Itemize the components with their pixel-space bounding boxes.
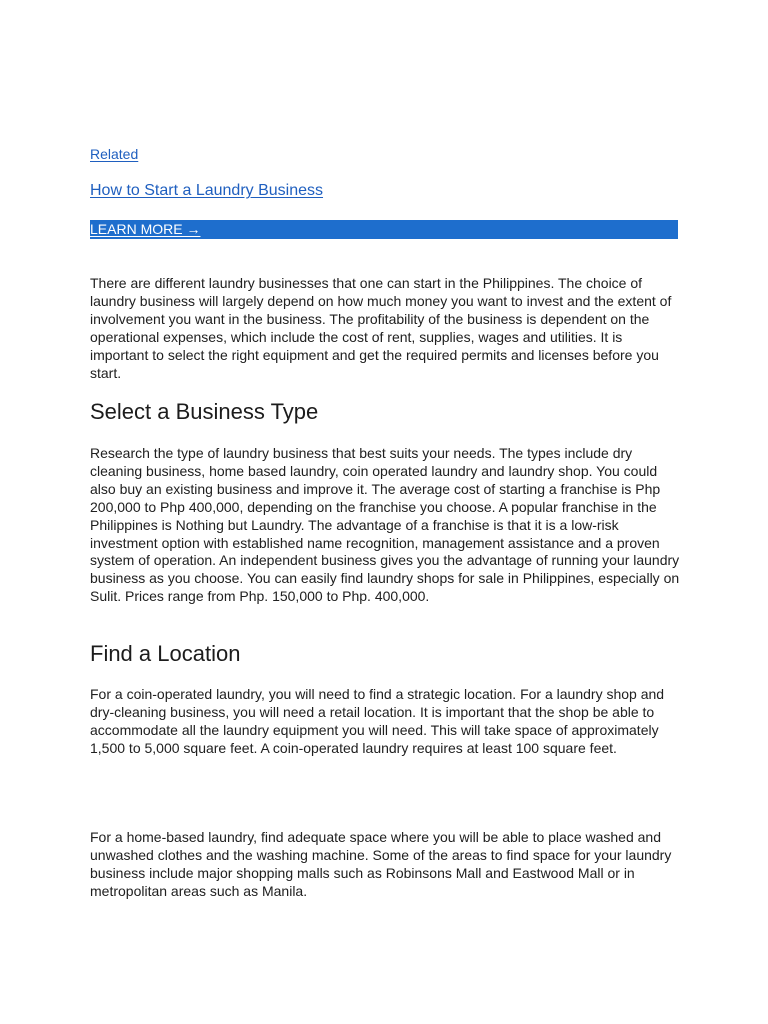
- location-paragraph-2: For a home-based laundry, find adequate space where you will be able to place washed and unwashed clothes and the washing machine. Some of the areas to find space for your laundry business include major shopping malls such as Robinsons Mall and Eastwood Mall or in metropolitan areas such as Manila.: [90, 829, 672, 899]
- intro-paragraph: There are different laundry businesses that one can start in the Philippines. The choice of laundry business will largely depend on how much money you want to invest and the extent of involvement you want in the business. The profitability of the business is dependent on the operational expenses, which include the cost of rent, supplies, wages and utilities. It is important to select the right equipment and get the required permits and licenses before you start.: [90, 275, 672, 381]
- learn-more-bar[interactable]: [90, 220, 678, 239]
- section-heading-business-type: Select a Business Type: [90, 399, 319, 424]
- business-type-paragraph: Research the type of laundry business that best suits your needs. The types include dry cleaning business, home based laundry, coin operated laundry and laundry shop. You could also buy an existing business and improve it. The average cost of starting a franchise is Php 200,000 to Php 400,000, depending on the franchise you choose. A popular franchise in the Philippines is Nothing but Laundry. The advantage of a franchise is that it is a low-risk investment option with established name recognition, management assistance and a proven system of operation. An independent business gives you the advantage of running your laundry business as you choose. You can easily find laundry shops for sale in Philippines, especially on Sulit. Prices range from Php. 150,000 to Php. 400,000.: [90, 445, 680, 605]
- related-link[interactable]: Related: [90, 146, 139, 162]
- section-heading-location: Find a Location: [90, 641, 241, 666]
- learn-more-link[interactable]: LEARN MORE →: [90, 221, 201, 237]
- related-article-link[interactable]: How to Start a Laundry Business: [90, 182, 324, 199]
- location-paragraph-1: For a coin-operated laundry, you will need to find a strategic location. For a laundry shop and dry-cleaning business, you will need a retail location. It is important that the shop be able to accommodate all the laundry equipment you will need. This will take space of approximately 1,500 to 5,000 square feet. A coin-operated laundry requires at least 100 square feet.: [90, 686, 665, 756]
